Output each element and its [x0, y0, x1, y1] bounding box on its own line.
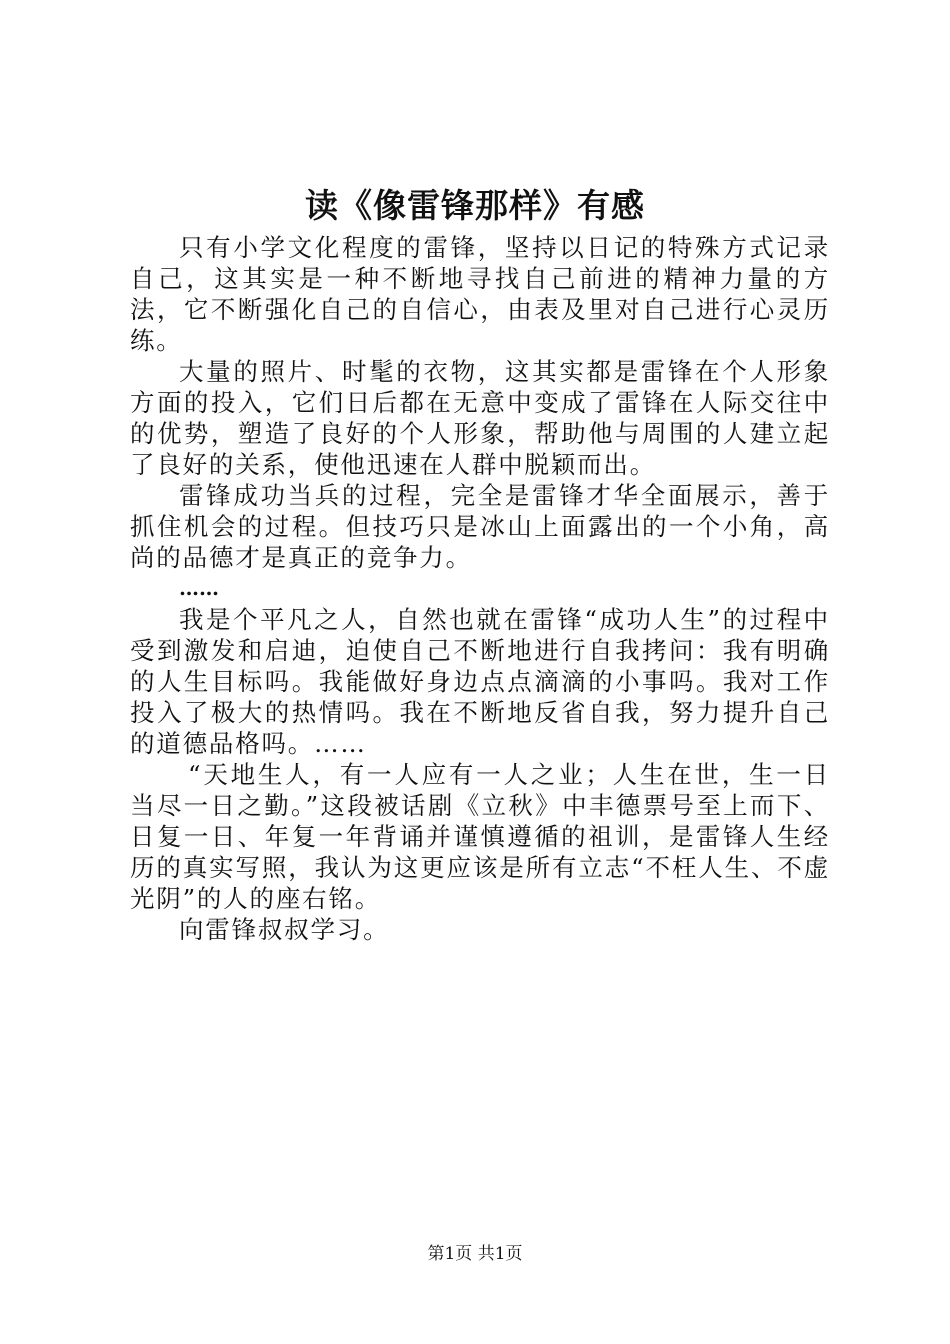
paragraph-4: 我是个平凡之人，自然也就在雷锋“成功人生”的过程中受到激发和启迪，迫使自己不断地进行自我拷问：我有明确的人生目标吗。我能做好身边点点滴滴的小事吗。我对工作投入了极大的热情吗。我在不断地反省自我，努力提升自己的道德品格吗。……: [130, 605, 830, 758]
ellipsis-line: ……: [179, 576, 219, 600]
document-body: [130, 232, 830, 945]
paragraph-6: 向雷锋叔叔学习。: [179, 915, 390, 944]
paragraph-3: 雷锋成功当兵的过程，完全是雷锋才华全面展示，善于抓住机会的过程。但技巧只是冰山上面露出的一个小角，高尚的品德才是真正的竞争力。: [130, 481, 830, 572]
paragraph-5: “天地生人，有一人应有一人之业；人生在世，生一日当尽一日之勤。”这段被话剧《立秋》中丰德票号至上而下、日复一日、年复一年背诵并谨慎遵循的祖训，是雷锋人生经历的真实写照，我认为这更应该是所有立志“不枉人生、不虚光阴”的人的座右铭。: [130, 760, 830, 913]
page-footer: 第1页 共1页: [427, 1244, 523, 1264]
paragraph-1: 只有小学文化程度的雷锋，坚持以日记的特殊方式记录自己，这其实是一种不断地寻找自己前进的精神力量的方法，它不断强化自己的自信心，由表及里对自己进行心灵历练。: [130, 233, 830, 355]
paragraph-2: 大量的照片、时髦的衣物，这其实都是雷锋在个人形象方面的投入，它们日后都在无意中变成了雷锋在人际交往中的优势，塑造了良好的个人形象，帮助他与周围的人建立起了良好的关系，使他迅速在人群中脱颖而出。: [130, 357, 830, 479]
document-title: 读《像雷锋那样》有感: [305, 186, 645, 225]
